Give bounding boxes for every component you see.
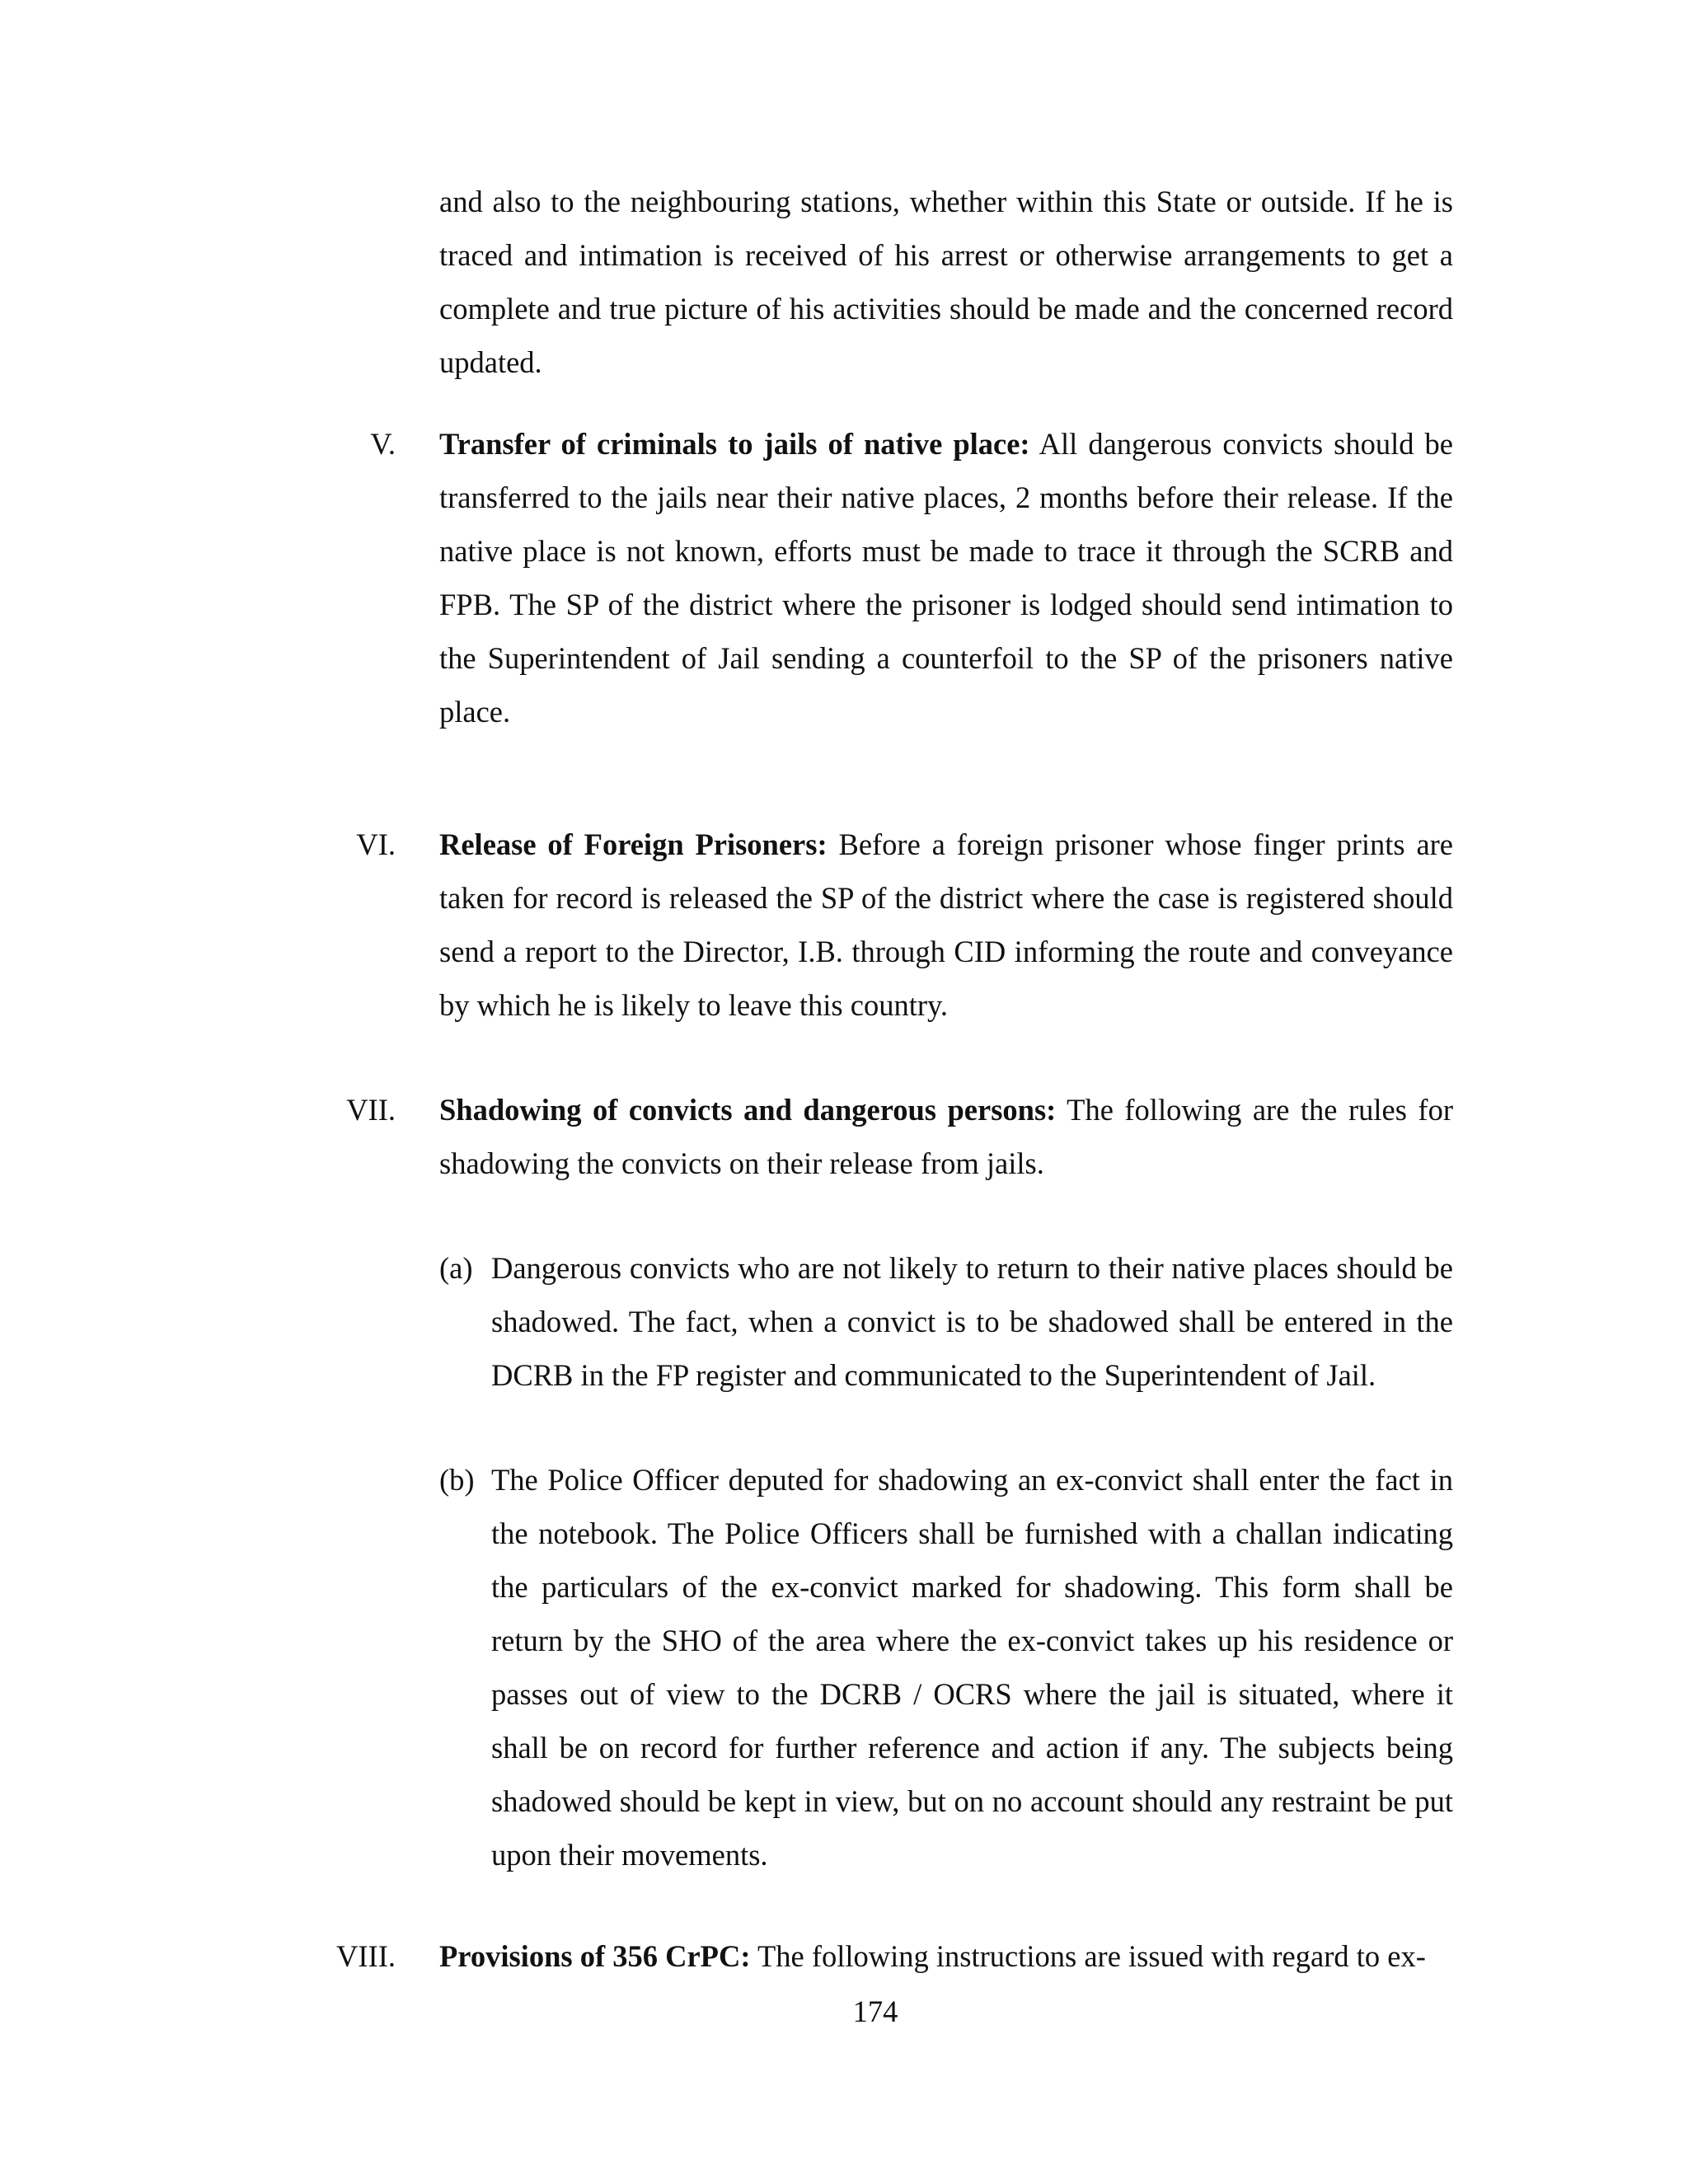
continuation-paragraph: and also to the neighbouring stations, whether within this State or outside. If he is traced and intimation is received of his arrest or otherwise arrangements to get a complete and true picture of his activities should be made and the concerned record updated. xyxy=(439,185,1453,379)
section-vii-paragraph xyxy=(439,1083,1453,1190)
section-v-paragraph xyxy=(439,417,1453,738)
subitem-label-b: (b) xyxy=(439,1463,475,1497)
subitem-label-a: (a) xyxy=(439,1251,473,1285)
subitem-b-text: The Police Officer deputed for shadowing an ex-convict shall enter the fact in the notebook. The Police Officers shall be furnished with a challan indicating the particulars of the ex-convict marked for shadowing. This form shall be return by the SHO of the area where the ex-convict takes up his residence or passes out of view to the DCRB / OCRS where the jail is situated, where it shall be on record for further reference and action if any. The subjects being shadowed should be kept in view, but on no account should any restraint be put upon their movements. xyxy=(491,1463,1453,1872)
section-numeral-v: V. xyxy=(370,427,396,461)
section-viii-paragraph xyxy=(439,1929,1453,1983)
section-vi-text: Before a foreign prisoner whose finger prints are taken for record is released the SP of the district where the case is registered should send a report to the Director, I.B. through CID informing the route and conveyance by which he is likely to leave this country. xyxy=(439,827,1453,1022)
section-numeral-viii: VIII. xyxy=(336,1939,396,1973)
section-v-heading: Transfer of criminals to jails of native place: xyxy=(439,427,1030,461)
section-vii-text: The following are the rules for shadowing the convicts on their release from jails. xyxy=(439,1093,1453,1180)
section-viii-text: The following instructions are issued with regard to ex- xyxy=(750,1939,1426,1973)
section-v-text: All dangerous convicts should be transferred to the jails near their native places, 2 months before their release. If the native place is not known, efforts must be made to trace it through the SCRB and FPB. The SP of the district where the prisoner is lodged should send intimation to the Superintendent of Jail sending a counterfoil to the SP of the prisoners native place. xyxy=(439,427,1453,729)
section-vii-heading: Shadowing of convicts and dangerous persons: xyxy=(439,1093,1057,1127)
section-viii-heading: Provisions of 356 CrPC: xyxy=(439,1939,751,1973)
section-numeral-vi: VI. xyxy=(356,827,396,861)
section-numeral-vii: VII. xyxy=(346,1093,396,1127)
subitem-a-text: Dangerous convicts who are not likely to return to their native places should be shadowed. The fact, when a convict is to be shadowed shall be entered in the DCRB in the FP register and communicated to the Superintendent of Jail. xyxy=(491,1251,1453,1392)
section-vi-heading: Release of Foreign Prisoners: xyxy=(439,827,828,861)
page-number: 174 xyxy=(852,1994,898,2028)
section-vi-paragraph xyxy=(439,818,1453,1032)
